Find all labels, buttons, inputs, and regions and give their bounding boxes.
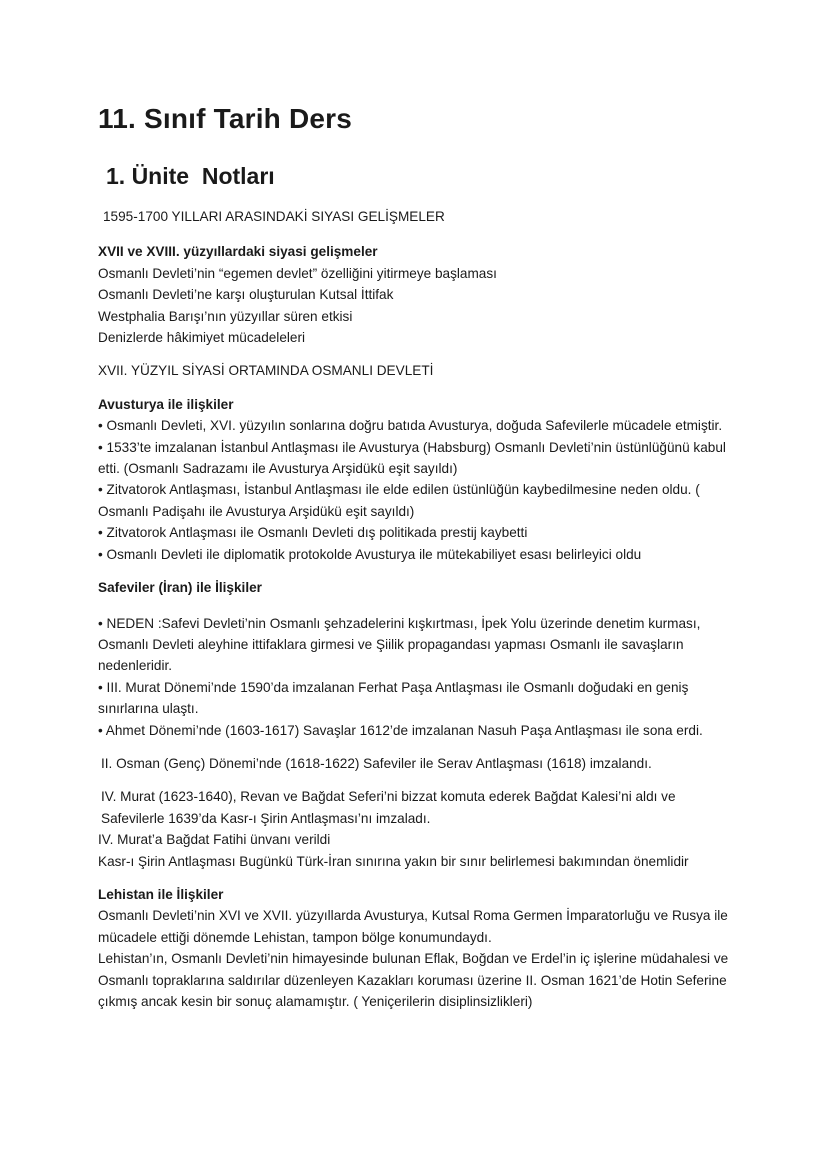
paragraph: Osmanlı Devleti’nin XVI ve XVII. yüzyıllarda Avusturya, Kutsal Roma Germen İmparatorluğu ve Rusya ile mücadele ettiği dönemde Lehistan, tampon bölge konumundaydı. — [98, 908, 728, 945]
bullet-item: • Osmanlı Devleti, XVI. yüzyılın sonlarına doğru batıda Avusturya, doğuda Safevilerle mücadele etmiştir. — [98, 418, 723, 434]
bullet-item: • NEDEN :Safevi Devleti’nin Osmanlı şehzadelerini kışkırtması, İpek Yolu üzerinde denetim kurması, Osmanlı Devleti aleyhine ittifaklara girmesi ve Şiilik propagandası yapması Osmanlı ile savaşların nedenleridir. — [98, 615, 701, 674]
section-heading-safevi: Safeviler (İran) ile İlişkiler — [98, 580, 262, 596]
paragraph: Kasr-ı Şirin Antlaşması Bugünkü Türk-İran sınırına yakın bir sınır belirlemesi bakımından önemlidir — [98, 853, 689, 869]
list-item: Osmanlı Devleti’nin “egemen devlet” özelliğini yitirmeye başlaması — [98, 265, 497, 281]
page-title: 11. Sınıf Tarih Ders — [98, 103, 353, 134]
bullet-item: • Ahmet Dönemi’nde (1603-1617) Savaşlar 1612’de imzalanan Nasuh Paşa Antlaşması ile sona erdi. — [98, 722, 703, 738]
bullet-item: • 1533’te imzalanan İstanbul Antlaşması ile Avusturya (Habsburg) Osmanlı Devleti’nin üstünlüğünü kabul etti. (Osmanlı Sadrazamı ile Avusturya Arşidükü eşit sayıldı) — [98, 439, 726, 477]
bullet-item: • Zitvatorok Antlaşması, İstanbul Antlaşması ile elde edilen üstünlüğün kaybedilmesine neden oldu. ( Osmanlı Padişahı ile Avusturya Arşidükü eşit sayıldı) — [98, 482, 700, 519]
document-body — [98, 206, 736, 1012]
section-heading-xvii: XVII. YÜZYIL SİYASİ ORTAMINDA OSMANLI DEVLETİ — [98, 363, 434, 379]
section-heading-xvii-xviii: XVII ve XVIII. yüzyıllardaki siyasi gelişmeler — [98, 244, 378, 260]
paragraph: Lehistan’ın, Osmanlı Devleti’nin himayesinde bulunan Eflak, Boğdan ve Erdel’in iç işlerine müdahalesi ve Osmanlı topraklarına saldırılar düzenleyen Kazakları koruması üzerine II. Osman 1621’de Hotin Seferine çıkmış ancak kesin bir sonuç alamamıştır. ( Yeniçerilerin disiplinsizlikleri) — [98, 951, 729, 1009]
bullet-item: • Zitvatorok Antlaşması ile Osmanlı Devleti dış politikada prestij kaybetti — [98, 525, 528, 541]
list-item: Osmanlı Devleti’ne karşı oluşturulan Kutsal İttifak — [98, 287, 394, 303]
section-heading-main: 1595-1700 YILLARI ARASINDAKİ SIYASI GELİŞMELER — [103, 209, 445, 224]
list-item: Denizlerde hâkimiyet mücadeleleri — [98, 330, 306, 346]
paragraph: IV. Murat (1623-1640), Revan ve Bağdat Seferi’ni bizzat komuta ederek Bağdat Kalesi’ni aldı ve Safevilerle 1639’da Kasr-ı Şirin Antlaşması’nı imzaladı. — [101, 789, 676, 826]
section-heading-austria: Avusturya ile ilişkiler — [98, 396, 234, 412]
paragraph: IV. Murat’a Bağdat Fatihi ünvanı verildi — [98, 832, 331, 848]
section-heading-lehistan: Lehistan ile İlişkiler — [98, 886, 224, 902]
bullet-item: • Osmanlı Devleti ile diplomatik protokolde Avusturya ile mütekabiliyet esası belirleyici oldu — [98, 546, 642, 562]
unit-title: 1. Ünite Notları — [106, 163, 275, 189]
list-item: Westphalia Barışı’nın yüzyıllar süren etkisi — [98, 308, 353, 324]
bullet-item: • III. Murat Dönemi’nde 1590’da imzalanan Ferhat Paşa Antlaşması ile Osmanlı doğudaki en geniş sınırlarına ulaştı. — [98, 679, 689, 717]
paragraph: II. Osman (Genç) Dönemi’nde (1618-1622) Safeviler ile Serav Antlaşması (1618) imzalandı. — [101, 755, 652, 771]
